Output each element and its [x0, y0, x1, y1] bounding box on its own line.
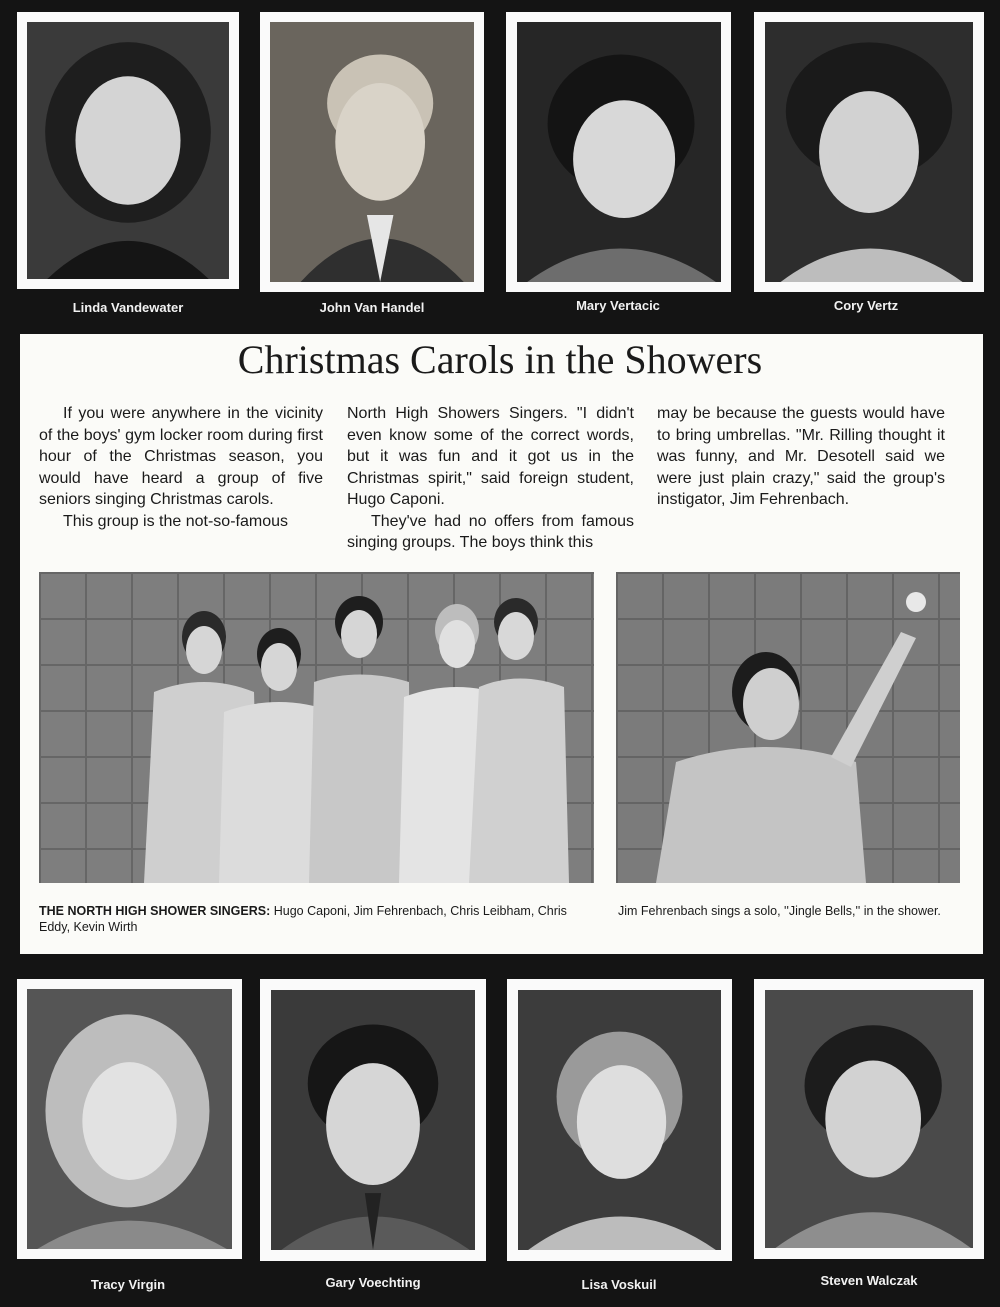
group-photo-caption: [39, 903, 599, 935]
portrait-name: Steven Walczak: [820, 1273, 918, 1288]
group-photo: [39, 572, 594, 883]
article-title: Christmas Carols in the Showers: [237, 337, 763, 382]
portrait-photo: [765, 990, 973, 1248]
portrait-name: Cory Vertz: [833, 298, 899, 313]
article-column-2: [347, 403, 634, 554]
article-column-1: [39, 403, 323, 532]
portrait-card: [506, 12, 731, 292]
portrait-name: Linda Vandewater: [72, 300, 184, 315]
solo-photo: [616, 572, 960, 883]
portrait-photo: [270, 22, 474, 282]
caption-label: THE NORTH HIGH SHOWER SINGERS:: [39, 904, 271, 918]
portrait-card: [507, 979, 732, 1261]
article-paragraph: They've had no offers from famous singing groups. The boys think this: [347, 512, 634, 551]
portrait-card: [260, 979, 486, 1261]
solo-photo-caption: Jim Fehrenbach sings a solo, ''Jingle Bells,'' in the shower.: [618, 904, 941, 918]
portrait-card: [754, 12, 984, 292]
portrait-photo: [27, 22, 229, 279]
article-column-3: [657, 403, 945, 511]
caption-text: Hugo Caponi, Jim Fehrenbach, Chris Leibham, Chris Eddy, Kevin Wirth: [39, 904, 567, 934]
article-paragraph: may be because the guests would have to bring umbrellas. "Mr. Rilling thought it was funny, and Mr. Desotell said we were just plain crazy," said the group's instigator, Jim Fehrenbach.: [657, 405, 945, 508]
article-paragraph: This group is the not-so-famous: [63, 512, 288, 530]
portrait-card: [260, 12, 484, 292]
portrait-card: [754, 979, 984, 1259]
portrait-photo: [765, 22, 973, 282]
portrait-card: [17, 12, 239, 289]
article-paragraph: North High Showers Singers. "I didn't even know some of the correct words, but it was fun and it got us in the Christmas spirit," said foreign student, Hugo Caponi.: [347, 405, 634, 508]
portrait-name: Gary Voechting: [325, 1275, 421, 1290]
article-paragraph: If you were anywhere in the vicinity of the boys' gym locker room during first hour of the Christmas season, you would have heard a group of five seniors singing Christmas carols.: [39, 405, 323, 508]
portrait-photo: [27, 989, 232, 1249]
portrait-name: Mary Vertacic: [576, 298, 660, 313]
portrait-name: John Van Handel: [319, 300, 425, 315]
portrait-photo: [518, 990, 721, 1250]
portrait-name: Lisa Voskuil: [581, 1277, 657, 1292]
portrait-photo: [271, 990, 475, 1250]
portrait-photo: [517, 22, 721, 282]
portrait-card: [17, 979, 242, 1259]
portrait-name: Tracy Virgin: [90, 1277, 166, 1292]
